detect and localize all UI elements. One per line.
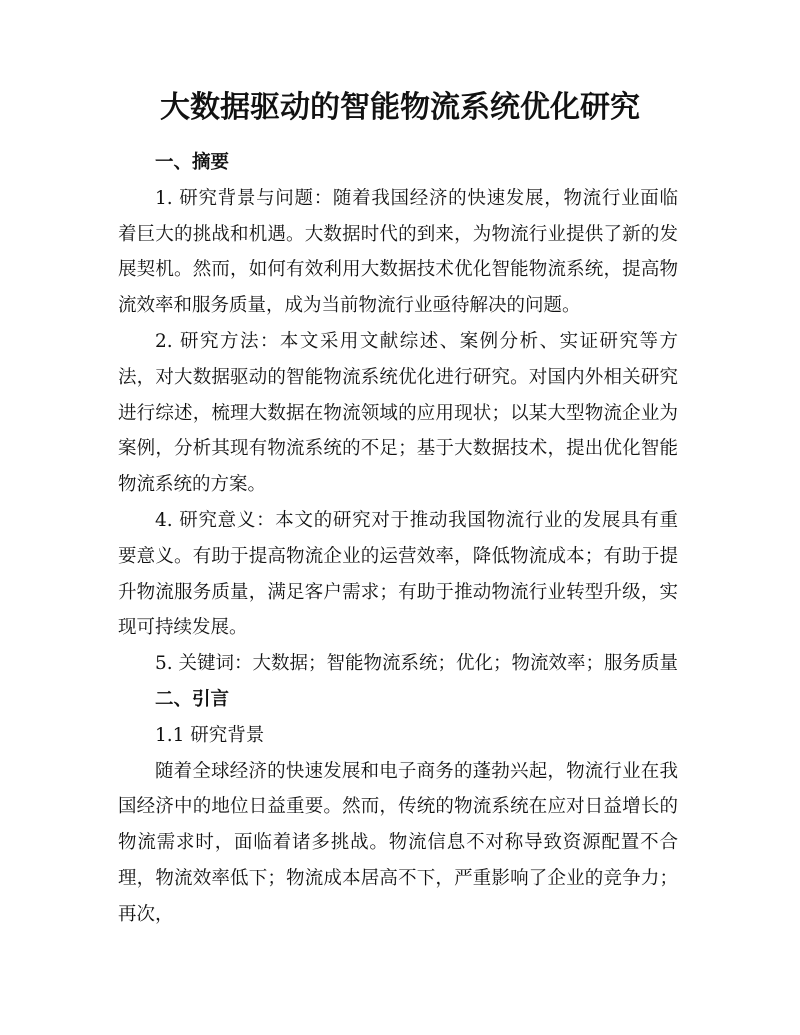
- document-body: [118, 145, 678, 933]
- subsection-heading-background: 1.1 研究背景: [155, 724, 265, 746]
- section-heading-abstract: 一、摘要: [155, 152, 230, 173]
- document-title: 大数据驱动的智能物流系统优化研究: [160, 90, 640, 125]
- abstract-paragraph-background: 1. 研究背景与问题：随着我国经济的快速发展，物流行业面临着巨大的挑战和机遇。大数据时代的到来，为物流行业提供了新的发展契机。然而，如何有效利用大数据技术优化智能物流系统，提高物流效率和服务质量，成为当前物流行业亟待解决的问题。: [118, 187, 678, 317]
- section-heading-intro: 二、引言: [155, 688, 230, 710]
- abstract-paragraph-method: 2. 研究方法：本文采用文献综述、案例分析、实证研究等方法，对大数据驱动的智能物流系统优化进行研究。对国内外相关研究进行综述，梳理大数据在物流领域的应用现状；以某大型物流企业为案例，分析其现有物流系统的不足；基于大数据技术，提出优化智能物流系统的方案。: [118, 330, 678, 496]
- intro-paragraph: 随着全球经济的快速发展和电子商务的蓬勃兴起，物流行业在我国经济中的地位日益重要。然而，传统的物流系统在应对日益增长的物流需求时，面临着诸多挑战。物流信息不对称导致资源配置不合理，物流效率低下；物流成本居高不下，严重影响了企业的竞争力；再次，: [118, 760, 678, 925]
- abstract-keywords: 5. 关键词：大数据；智能物流系统；优化；物流效率；服务质量: [155, 653, 679, 675]
- abstract-paragraph-significance: 4. 研究意义：本文的研究对于推动我国物流行业的发展具有重要意义。有助于提高物流企业的运营效率，降低物流成本；有助于提升物流服务质量，满足客户需求；有助于推动物流行业转型升级，实现可持续发展。: [118, 509, 678, 639]
